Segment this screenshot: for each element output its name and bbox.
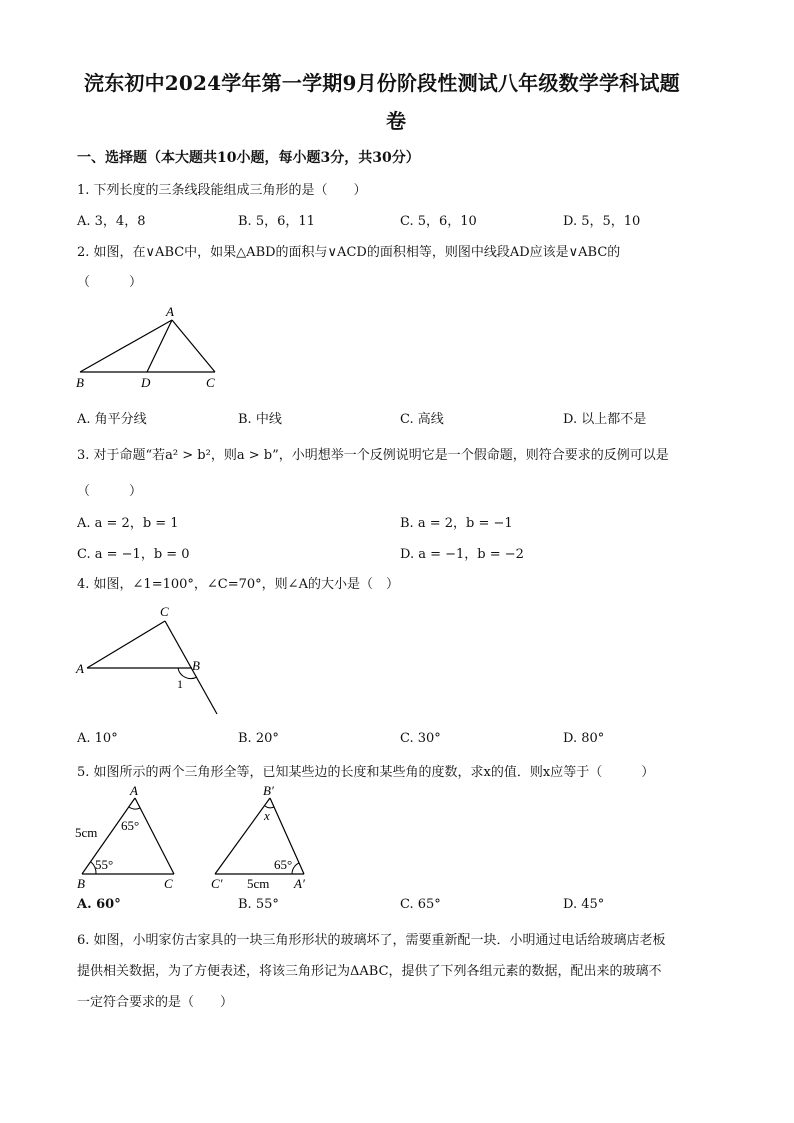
question-2-stem: 2. 如图，在∨ABC中，如果△ABD的面积与∨ACD的面积相等，则图中线段AD应该是∨ABC的 (77, 245, 621, 260)
page-title-line1: 浣东初中2024学年第一学期9月份阶段性测试八年级数学学科试题 (84, 71, 680, 95)
q3-option-c[interactable]: C. a = −1，b = 0 (77, 547, 190, 562)
q4-option-d[interactable]: D. 80° (563, 731, 605, 746)
q2-option-d[interactable]: D. 以上都不是 (563, 412, 647, 427)
q5-t1-label-c: C (164, 876, 173, 891)
q2-label-b: B (76, 375, 84, 390)
q5-t1-label-a: A (130, 783, 138, 798)
question-3-stem-cont: （ ） (77, 484, 143, 499)
section-heading: 一、选择题（本大题共10小题，每小题3分，共30分） (77, 150, 420, 166)
q5-figures (70, 780, 330, 895)
q5-t2-side: 5cm (247, 876, 270, 891)
q5-t2-label-c: C′ (211, 876, 223, 891)
page-title-line2: 卷 (386, 109, 407, 133)
q5-option-b[interactable]: B. 55° (238, 897, 279, 912)
q2-option-c[interactable]: C. 高线 (400, 412, 444, 427)
q5-t1-angle-b: 55° (95, 857, 114, 872)
q2-label-c: C (206, 375, 215, 390)
q2-option-b[interactable]: B. 中线 (238, 412, 282, 427)
q1-option-a[interactable]: A. 3，4，8 (77, 214, 146, 229)
question-6-line1: 6. 如图，小明家仿古家具的一块三角形形状的玻璃坏了，需要重新配一块．小明通过电话给玻璃店老板 (77, 933, 666, 948)
q2-triangle-figure (70, 300, 230, 395)
question-3-stem: 3. 对于命题“若a² > b²，则a > b”，小明想举一个反例说明它是一个假命题，则符合要求的反例可以是 (77, 448, 669, 463)
q4-option-a[interactable]: A. 10° (77, 731, 118, 746)
q4-label-a: A (76, 661, 84, 676)
q3-option-b[interactable]: B. a = 2，b = −1 (400, 516, 513, 531)
q4-label-b: B (192, 658, 200, 673)
q5-t2-label-a: A′ (294, 876, 305, 891)
question-2-stem-cont: （ ） (77, 275, 143, 290)
q1-option-c[interactable]: C. 5，6，10 (400, 214, 477, 229)
q5-t2-angle-a: 65° (274, 857, 293, 872)
q4-label-c: C (160, 604, 169, 619)
q2-label-d: D (141, 375, 151, 390)
q1-option-d[interactable]: D. 5，5，10 (563, 214, 641, 229)
question-4-stem: 4. 如图，∠1=100°，∠C=70°，则∠A的大小是（ ） (77, 577, 399, 592)
q4-option-b[interactable]: B. 20° (238, 731, 279, 746)
q5-option-d[interactable]: D. 45° (563, 897, 605, 912)
q5-option-c[interactable]: C. 65° (400, 897, 441, 912)
q5-t1-side: 5cm (75, 825, 98, 840)
q3-option-d[interactable]: D. a = −1，b = −2 (400, 547, 524, 562)
q4-angle-1: 1 (177, 677, 183, 691)
q4-triangle-figure (70, 600, 230, 720)
q5-t2-angle-x: x (264, 808, 270, 823)
q5-t2-label-b: B′ (263, 783, 274, 798)
q4-option-c[interactable]: C. 30° (400, 731, 441, 746)
question-6-line2: 提供相关数据，为了方便表述，将该三角形记为ΔABC，提供了下列各组元素的数据，配出来的玻璃不 (77, 964, 662, 979)
q3-option-a[interactable]: A. a = 2，b = 1 (77, 516, 179, 531)
q5-t1-angle-a: 65° (121, 818, 140, 833)
q2-label-a: A (166, 304, 174, 319)
q5-option-a[interactable]: A. 60° (77, 897, 121, 912)
question-6-line3: 一定符合要求的是（ ） (77, 995, 234, 1010)
q2-option-a[interactable]: A. 角平分线 (77, 412, 147, 427)
question-1-stem: 1. 下列长度的三条线段能组成三角形的是（ ） (77, 183, 367, 198)
question-5-stem: 5. 如图所示的两个三角形全等，已知某些边的长度和某些角的度数，求x的值．则x应等于（ ） (77, 765, 655, 780)
q1-option-b[interactable]: B. 5，6，11 (238, 214, 315, 229)
q5-t1-label-b: B (77, 876, 85, 891)
